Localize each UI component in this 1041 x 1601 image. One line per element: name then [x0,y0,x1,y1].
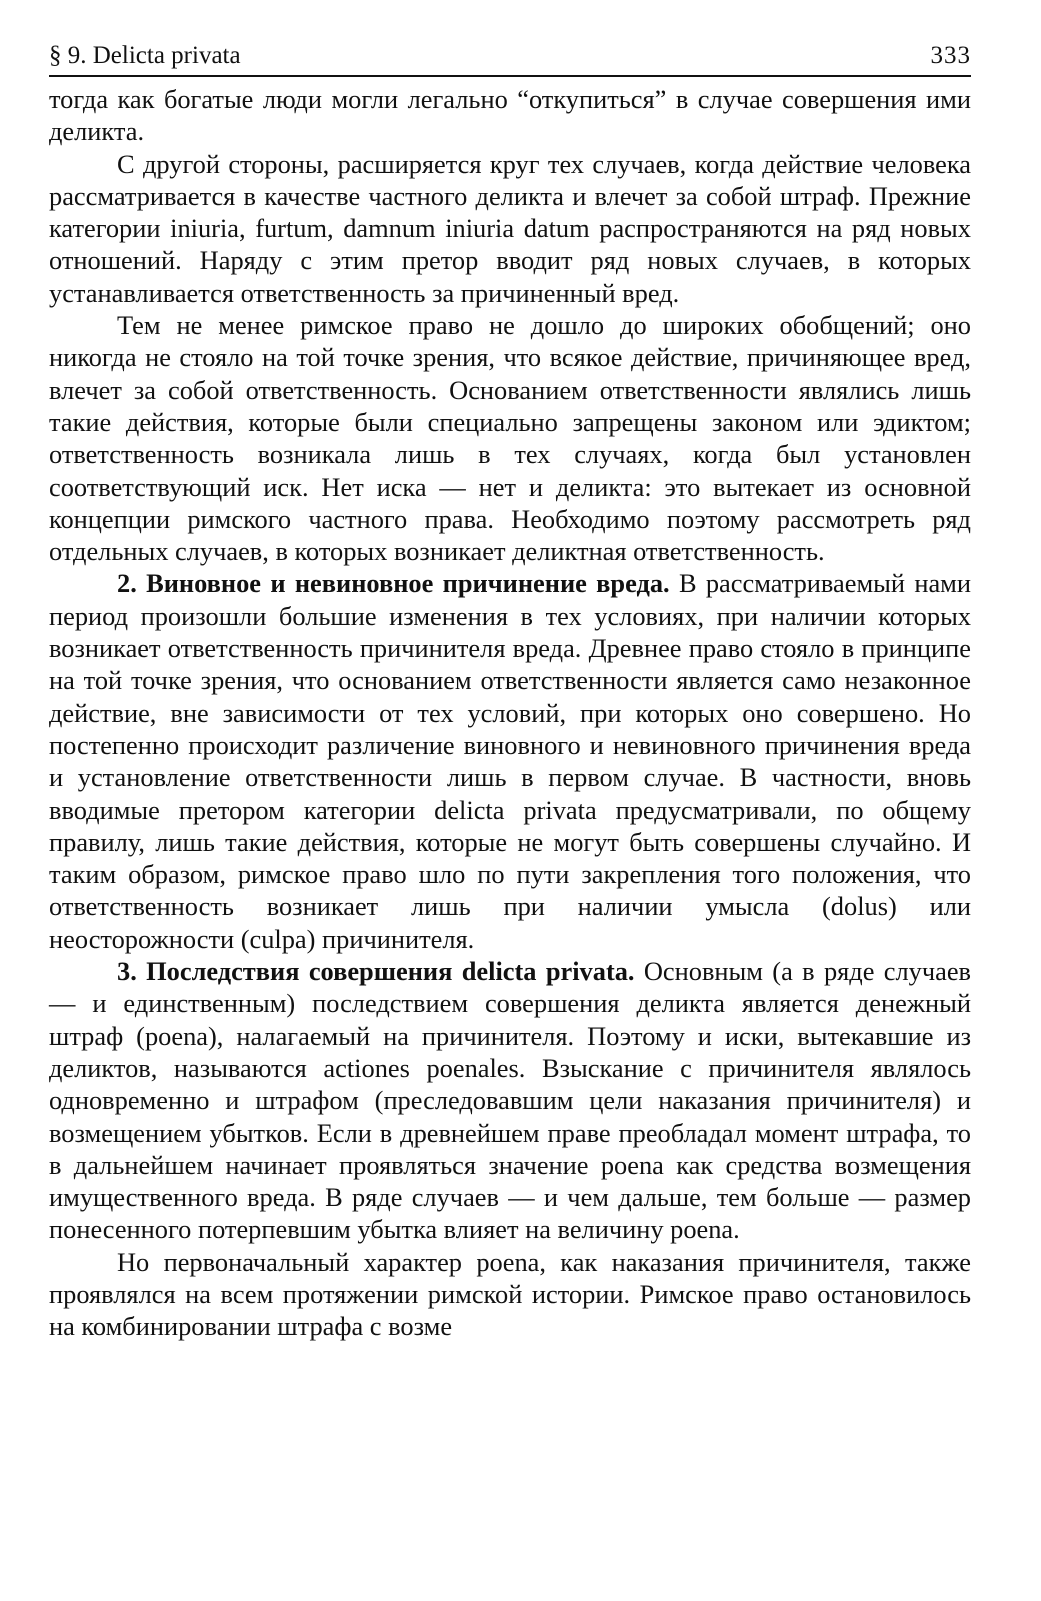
paragraph-text: Основным (а в ряде случаев — и единственным) последствием совершения деликта является денежный штраф (poena), налагаемый на причинителя. Поэтому и иски, вытекавшие из деликтов, называются actiones poenales. Взыскание с причинителя являлось одновременно и штрафом (преследовавшим цели наказания причинителя) и возмещением убытков. Если в древнейшем праве преобладал момент штрафа, то в дальнейшем начинает проявляться значение poena как средства возмещения имущественного вреда. В ряде случаев — и чем дальше, тем больше — размер понесенного потерпевшим убытка влияет на величину poena. [49,956,971,1245]
paragraph-1 [49,83,971,148]
book-page [49,40,971,1343]
subsection-heading-3: 3. Последствия совершения delicta privata. [117,956,635,987]
paragraph-5 [49,955,971,1246]
paragraph-text: Но первоначальный характер poena, как наказания причинителя, также проявлялся на всем протяжении римской истории. Римское право остановилось на комбинировании штрафа с возме [49,1246,971,1342]
paragraph-2 [49,148,971,309]
running-header [49,40,971,77]
paragraph-text: С другой стороны, расширяется круг тех случаев, когда действие человека рассматривается в качестве частного деликта и влечет за собой штраф. Прежние категории iniuria, furtum, damnum iniuria datum распространяются на ряд новых отношений. Наряду с этим претор вводит ряд новых случаев, в которых устанавливается ответственность за причиненный вред. [49,148,971,308]
section-title: § 9. Delicta privata [49,42,241,69]
paragraph-text: Тем не менее римское право не дошло до широких обобщений; оно никогда не стояло на той точке зрения, что всякое действие, причиняющее вред, влечет за собой ответственность. Основанием ответственности являлись лишь такие действия, которые были специально запрещены законом или эдиктом; ответственность возникала лишь в тех случаях, когда был установлен соответствующий иск. Нет иска — нет и деликта: это вытекает из основной концепции римского частного права. Необходимо поэтому рассмотреть ряд отдельных случаев, в которых возникает деликтная ответственность. [49,310,971,567]
page-number: 333 [930,42,971,69]
paragraph-3 [49,309,971,567]
body-text [49,83,971,1343]
paragraph-text: тогда как богатые люди могли легально “откупиться” в случае совершения ими деликта. [49,84,971,147]
subsection-heading-2: 2. Виновное и невиновное причинение вреда. [117,568,670,599]
paragraph-6 [49,1246,971,1343]
paragraph-text: В рассматриваемый нами период произошли большие изменения в тех условиях, при наличии которых возникает ответственность причинителя вреда. Древнее право стояло в принципе на той точке зрения, что основанием ответственности является само незаконное действие, вне зависимости от тех условий, при которых оно совершено. Но постепенно происходит различение виновного и невиновного причинения вреда и установление ответственности лишь в первом случае. В частности, вновь вводимые претором категории delicta privata предусматривали, по общему правилу, лишь такие действия, которые не могут быть совершены случайно. И таким образом, римское право шло по пути закрепления того положения, что ответственность возникает лишь при наличии умысла (dolus) или неосторожности (culpa) причинителя. [49,568,971,954]
paragraph-4 [49,567,971,955]
